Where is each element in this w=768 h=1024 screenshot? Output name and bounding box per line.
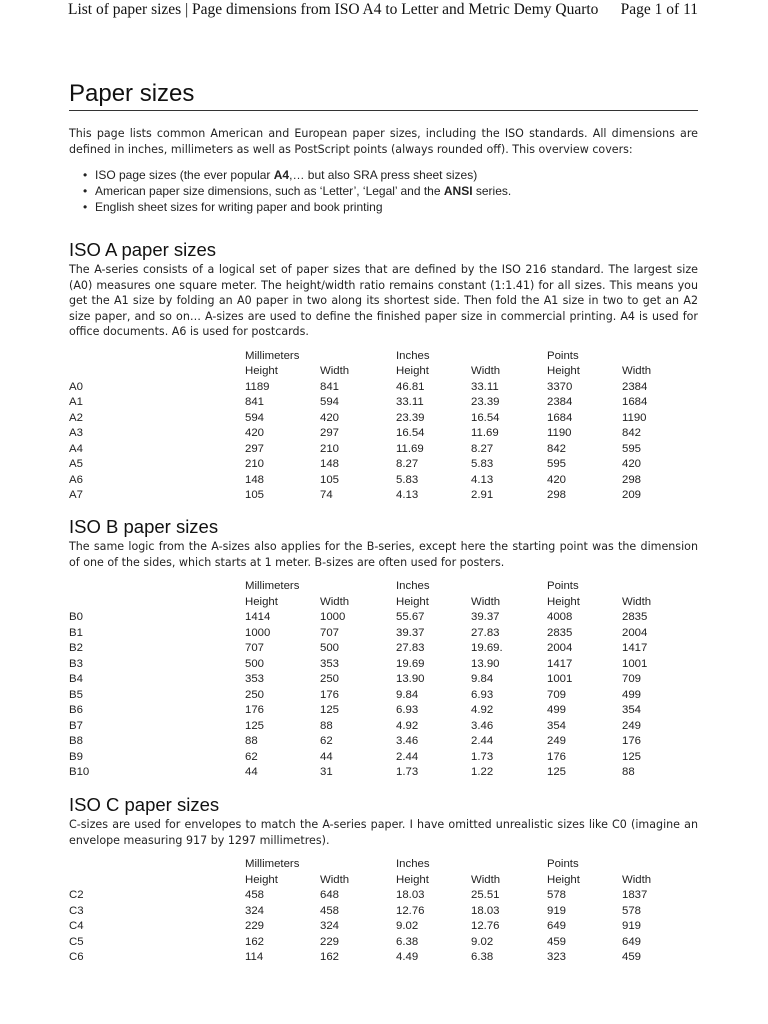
table-cell: 39.37 xyxy=(471,611,500,623)
table-cell: 46.81 xyxy=(396,380,425,393)
table-cell: 324 xyxy=(320,920,340,932)
table-cell: 459 xyxy=(622,951,642,963)
table-cell: 250 xyxy=(320,673,340,685)
table-cell: 354 xyxy=(622,704,642,716)
table-row xyxy=(69,935,697,951)
table-cell: 9.02 xyxy=(471,935,494,948)
page-counter: Page 1 of 11 xyxy=(620,1,698,18)
table-cell: 33.11 xyxy=(471,380,499,393)
table-cell: 8.27 xyxy=(471,442,494,455)
column-header: Width xyxy=(320,365,350,377)
column-header: Height xyxy=(396,595,429,608)
table-cell: 19.69 xyxy=(396,657,425,670)
table-row xyxy=(69,488,697,504)
size-table xyxy=(69,579,697,781)
column-group-header: Inches xyxy=(396,349,430,362)
table-cell: 9.02 xyxy=(396,920,419,932)
table-cell: 420 xyxy=(245,427,265,439)
table-cell: 13.90 xyxy=(396,673,425,685)
table-cell: 6.93 xyxy=(471,688,494,701)
table-row xyxy=(69,657,697,673)
table-row xyxy=(69,473,697,489)
table-cell: 298 xyxy=(622,473,642,486)
table-cell: 2.44 xyxy=(471,735,494,747)
size-name-cell: A4 xyxy=(69,442,83,455)
document-title: List of paper sizes | Page dimensions from ISO A4 to Letter and Metric Demy Quarto xyxy=(68,1,599,18)
table-cell: 420 xyxy=(547,473,567,486)
column-header: Height xyxy=(245,873,278,886)
table-cell: 88 xyxy=(245,735,258,747)
header-cell-empty xyxy=(69,364,245,380)
table-cell: 707 xyxy=(320,626,340,639)
size-table xyxy=(69,857,697,966)
header-cell-empty xyxy=(471,579,547,595)
size-name-cell: C4 xyxy=(69,920,84,932)
table-cell: 148 xyxy=(245,473,265,486)
table-cell: 1190 xyxy=(622,411,647,424)
header-cell-empty xyxy=(622,579,697,595)
overview-list xyxy=(69,167,698,215)
size-name-cell: B9 xyxy=(69,750,83,763)
header-cell-empty xyxy=(320,349,396,365)
column-header: Height xyxy=(396,365,429,377)
table-cell: 162 xyxy=(320,951,340,963)
table-cell: 578 xyxy=(547,889,567,901)
table-cell: 842 xyxy=(622,427,642,439)
table-cell: 62 xyxy=(320,735,333,747)
table-cell: 841 xyxy=(320,380,340,393)
table-cell: 919 xyxy=(622,920,642,932)
table-cell: 27.83 xyxy=(396,642,425,654)
size-name-cell: C2 xyxy=(69,889,84,901)
table-cell: 2384 xyxy=(547,396,573,408)
table-cell: 4.13 xyxy=(396,489,419,501)
table-cell: 16.54 xyxy=(396,427,425,439)
size-name-cell: B1 xyxy=(69,626,83,639)
table-cell: 11.69 xyxy=(471,427,499,439)
table-cell: 353 xyxy=(245,673,265,685)
column-header: Width xyxy=(320,595,350,608)
table-cell: 1.73 xyxy=(396,766,419,778)
table-cell: 16.54 xyxy=(471,411,500,424)
column-header: Width xyxy=(320,873,350,886)
size-name-cell: A2 xyxy=(69,411,83,424)
table-row xyxy=(69,765,697,781)
table-cell: 1000 xyxy=(320,611,346,623)
column-header: Height xyxy=(245,595,278,608)
size-name-cell: B6 xyxy=(69,704,83,716)
header-cell-empty xyxy=(622,857,697,873)
table-cell: 6.93 xyxy=(396,704,419,716)
table-cell: 55.67 xyxy=(396,611,425,623)
table-row xyxy=(69,426,697,442)
table-cell: 458 xyxy=(245,889,265,901)
table-cell: 229 xyxy=(320,935,340,948)
column-group-header: Inches xyxy=(396,858,430,870)
table-cell: 1417 xyxy=(547,657,573,670)
table-cell: 9.84 xyxy=(396,688,419,701)
table-row xyxy=(69,626,697,642)
table-cell: 842 xyxy=(547,442,567,455)
size-name-cell: B4 xyxy=(69,673,83,685)
section-heading: ISO C paper sizes xyxy=(69,794,220,815)
table-row xyxy=(69,719,697,735)
table-cell: 162 xyxy=(245,935,265,948)
table-cell: 707 xyxy=(245,642,265,654)
header-cell-empty xyxy=(69,857,245,873)
size-name-cell: B3 xyxy=(69,657,83,670)
table-cell: 210 xyxy=(245,458,265,470)
column-group-header: Millimeters xyxy=(245,580,300,592)
table-cell: 4.13 xyxy=(471,473,494,486)
table-cell: 1.73 xyxy=(471,750,494,763)
section-iso-c xyxy=(69,794,698,966)
table-cell: 297 xyxy=(320,427,340,439)
table-cell: 1684 xyxy=(622,396,648,408)
table-cell: 12.76 xyxy=(396,904,425,917)
column-group-header: Inches xyxy=(396,580,430,592)
page-title: Paper sizes xyxy=(69,79,698,111)
size-table xyxy=(69,349,697,504)
table-cell: 709 xyxy=(622,673,642,685)
table-row xyxy=(69,395,697,411)
table-cell: 249 xyxy=(547,735,567,747)
table-cell: 114 xyxy=(245,951,264,963)
size-name-cell: C6 xyxy=(69,951,84,963)
table-cell: 2.44 xyxy=(396,750,419,763)
table-cell: 249 xyxy=(622,719,642,732)
column-header: Height xyxy=(547,873,580,886)
header-cell-empty xyxy=(471,857,547,873)
table-cell: 595 xyxy=(547,458,567,470)
size-name-cell: B8 xyxy=(69,735,83,747)
table-cell: 4.92 xyxy=(396,719,419,732)
column-header: Height xyxy=(245,365,278,377)
table-cell: 1001 xyxy=(622,657,648,670)
table-cell: 209 xyxy=(622,489,642,501)
size-name-cell: C3 xyxy=(69,904,84,917)
table-cell: 4.49 xyxy=(396,951,419,963)
size-name-cell: B7 xyxy=(69,719,83,732)
table-cell: 125 xyxy=(547,766,567,778)
table-cell: 709 xyxy=(547,688,567,701)
table-row xyxy=(69,888,697,904)
table-cell: 2384 xyxy=(622,380,648,393)
table-row xyxy=(69,411,697,427)
table-cell: 3.46 xyxy=(396,735,419,747)
table-cell: 595 xyxy=(622,442,642,455)
table-cell: 88 xyxy=(622,766,635,778)
table-cell: 19.69. xyxy=(471,642,503,654)
table-cell: 578 xyxy=(622,904,642,917)
header-cell-empty xyxy=(69,873,245,889)
table-cell: 1189 xyxy=(245,380,270,393)
table-cell: 18.03 xyxy=(471,904,500,917)
section-iso-b xyxy=(69,516,698,781)
table-cell: 500 xyxy=(245,657,265,670)
table-row xyxy=(69,641,697,657)
table-cell: 13.90 xyxy=(471,657,500,670)
table-group-header xyxy=(69,857,697,873)
table-cell: 649 xyxy=(622,935,642,948)
table-group-header xyxy=(69,579,697,595)
column-header: Width xyxy=(471,595,501,608)
table-row xyxy=(69,904,697,920)
column-header: Width xyxy=(471,365,501,377)
table-cell: 176 xyxy=(622,735,642,747)
table-cell: 6.38 xyxy=(396,935,419,948)
header-cell-empty xyxy=(471,349,547,365)
table-sub-header xyxy=(69,364,697,380)
header-cell-empty xyxy=(622,349,697,365)
table-cell: 8.27 xyxy=(396,458,419,470)
table-cell: 176 xyxy=(320,688,340,701)
list-item: • ISO page sizes (the ever popular A4,… but also SRA press sheet sizes) xyxy=(95,167,698,183)
column-group-header: Millimeters xyxy=(245,349,300,362)
table-cell: 9.84 xyxy=(471,673,494,685)
table-cell: 2.91 xyxy=(471,489,494,501)
table-cell: 4008 xyxy=(547,611,573,623)
size-name-cell: A6 xyxy=(69,473,83,486)
table-cell: 25.51 xyxy=(471,889,500,901)
table-cell: 23.39 xyxy=(396,411,425,424)
table-cell: 1414 xyxy=(245,611,271,623)
size-name-cell: A5 xyxy=(69,458,83,470)
table-cell: 176 xyxy=(547,750,567,763)
table-cell: 2004 xyxy=(622,626,648,639)
column-header: Width xyxy=(622,873,652,886)
column-group-header: Points xyxy=(547,858,579,870)
table-cell: 33.11 xyxy=(396,396,424,408)
table-cell: 1.22 xyxy=(471,766,494,778)
table-cell: 1000 xyxy=(245,626,271,639)
table-row xyxy=(69,703,697,719)
column-header: Width xyxy=(622,365,652,377)
size-name-cell: B2 xyxy=(69,642,83,654)
intro-paragraph: This page lists common American and European paper sizes, including the ISO standards. All dimensions are defined in inches, millimeters as well as PostScript points (always rounded off). This overview covers: xyxy=(69,127,698,156)
size-name-cell: A1 xyxy=(69,396,83,408)
size-name-cell: B5 xyxy=(69,688,83,701)
table-cell: 324 xyxy=(245,904,265,917)
table-cell: 31 xyxy=(320,766,333,778)
table-cell: 1190 xyxy=(547,427,572,439)
table-cell: 125 xyxy=(320,704,340,716)
table-cell: 2835 xyxy=(547,626,573,639)
table-row xyxy=(69,950,697,966)
table-cell: 6.38 xyxy=(471,951,494,963)
table-cell: 12.76 xyxy=(471,920,500,932)
table-cell: 39.37 xyxy=(396,626,425,639)
table-cell: 4.92 xyxy=(471,704,494,716)
table-cell: 1001 xyxy=(547,673,573,685)
column-group-header: Millimeters xyxy=(245,858,300,870)
table-row xyxy=(69,457,697,473)
column-header: Height xyxy=(396,873,429,886)
header-cell-empty xyxy=(320,857,396,873)
table-cell: 105 xyxy=(245,489,265,501)
table-cell: 458 xyxy=(320,904,340,917)
table-cell: 2004 xyxy=(547,642,573,654)
table-cell: 3.46 xyxy=(471,719,494,732)
table-cell: 148 xyxy=(320,458,340,470)
table-cell: 74 xyxy=(320,489,333,501)
header-cell-empty xyxy=(320,579,396,595)
table-cell: 420 xyxy=(320,411,340,424)
table-row xyxy=(69,688,697,704)
table-cell: 1684 xyxy=(547,411,573,424)
table-cell: 919 xyxy=(547,904,567,917)
section-description: The same logic from the A-sizes also applies for the B-series, except here the starting point was the dimension of one of the sides, which starts at 1 meter. B-sizes are often used for posters. xyxy=(69,540,698,569)
table-cell: 1417 xyxy=(622,642,648,654)
table-row xyxy=(69,442,697,458)
section-heading: ISO B paper sizes xyxy=(69,516,219,537)
table-row xyxy=(69,672,697,688)
column-header: Height xyxy=(547,365,580,377)
table-cell: 2835 xyxy=(622,611,648,623)
table-cell: 594 xyxy=(245,411,265,424)
table-cell: 11.69 xyxy=(396,442,424,455)
table-cell: 23.39 xyxy=(471,396,500,408)
table-row xyxy=(69,919,697,935)
table-row xyxy=(69,610,697,626)
list-item: • English sheet sizes for writing paper and book printing xyxy=(95,199,698,215)
table-cell: 459 xyxy=(547,935,567,948)
table-cell: 250 xyxy=(245,688,265,701)
table-sub-header xyxy=(69,873,697,889)
table-sub-header xyxy=(69,595,697,611)
table-cell: 88 xyxy=(320,719,333,732)
table-cell: 323 xyxy=(547,951,567,963)
table-cell: 500 xyxy=(320,642,340,654)
size-name-cell: B0 xyxy=(69,611,83,623)
table-row xyxy=(69,734,697,750)
column-header: Width xyxy=(471,873,501,886)
table-cell: 5.83 xyxy=(396,473,419,486)
column-header: Height xyxy=(547,595,580,608)
table-cell: 499 xyxy=(547,704,567,716)
table-row xyxy=(69,380,697,396)
table-cell: 594 xyxy=(320,396,340,408)
table-cell: 649 xyxy=(547,920,567,932)
table-cell: 353 xyxy=(320,657,340,670)
size-name-cell: A7 xyxy=(69,489,83,501)
list-item: • American paper size dimensions, such as ‘Letter’, ‘Legal’ and the ANSI series. xyxy=(95,183,698,199)
size-name-cell: B10 xyxy=(69,766,90,778)
section-description: The A-series consists of a logical set of paper sizes that are defined by the ISO 216 standard. The largest size (A0) measures one square meter. The height/width ratio remains constant (1:1.41) for all sizes. This means you get the A1 size by folding an A0 paper in two along its shortest side. Then fold the A1 size in two to get an A2 size paper, and so on… A-sizes are used to define the finished paper size in commercial printing. A4 is used for office documents. A6 is used for postcards. xyxy=(69,263,698,338)
table-cell: 44 xyxy=(320,750,333,763)
table-cell: 841 xyxy=(245,396,265,408)
table-cell: 176 xyxy=(245,704,265,716)
table-cell: 27.83 xyxy=(471,626,500,639)
table-cell: 210 xyxy=(320,442,340,455)
table-cell: 1837 xyxy=(622,889,648,901)
table-cell: 5.83 xyxy=(471,458,494,470)
table-group-header xyxy=(69,349,697,365)
print-header xyxy=(0,0,768,22)
table-cell: 105 xyxy=(320,473,340,486)
size-name-cell: C5 xyxy=(69,935,84,948)
column-group-header: Points xyxy=(547,349,579,362)
header-cell-empty xyxy=(69,579,245,595)
table-cell: 18.03 xyxy=(396,889,425,901)
column-header: Width xyxy=(622,595,652,608)
section-description: C-sizes are used for envelopes to match the A-series paper. I have omitted unrealistic sizes like C0 (imagine an envelope measuring 917 by 1297 millimetres). xyxy=(69,818,698,847)
table-cell: 648 xyxy=(320,889,340,901)
header-cell-empty xyxy=(69,595,245,611)
table-cell: 3370 xyxy=(547,380,573,393)
size-name-cell: A3 xyxy=(69,427,83,439)
table-cell: 62 xyxy=(245,750,258,763)
section-iso-a xyxy=(69,239,698,504)
column-group-header: Points xyxy=(547,580,579,592)
table-cell: 229 xyxy=(245,920,265,932)
table-cell: 354 xyxy=(547,719,567,732)
size-name-cell: A0 xyxy=(69,380,83,393)
table-cell: 298 xyxy=(547,489,567,501)
table-cell: 420 xyxy=(622,458,642,470)
page-content xyxy=(69,79,698,963)
table-cell: 499 xyxy=(622,688,642,701)
table-cell: 44 xyxy=(245,766,258,778)
section-heading: ISO A paper sizes xyxy=(69,239,217,260)
table-cell: 125 xyxy=(245,719,265,732)
header-cell-empty xyxy=(69,349,245,365)
table-cell: 297 xyxy=(245,442,265,455)
table-row xyxy=(69,750,697,766)
table-cell: 125 xyxy=(622,750,642,763)
